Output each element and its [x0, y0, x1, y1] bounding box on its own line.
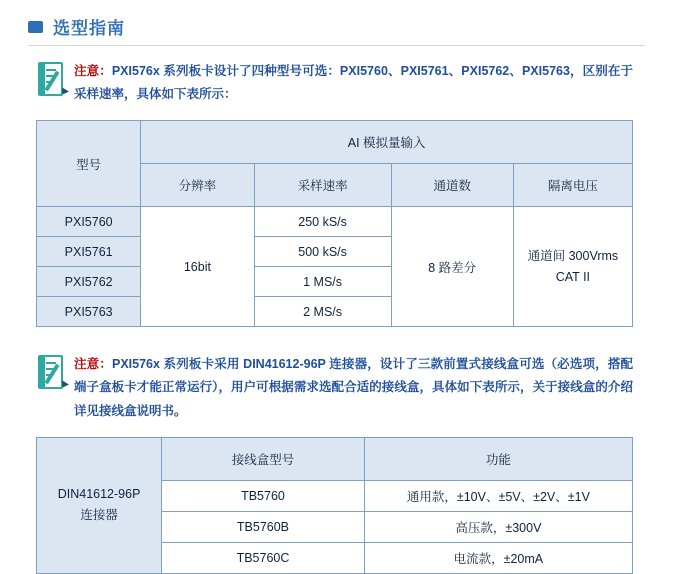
- note-2-lead: 注意：: [74, 357, 112, 372]
- cell-function: 高压款，±300V: [364, 511, 632, 542]
- cell-connector: [37, 437, 162, 573]
- col-header-channels: 通道数: [391, 164, 513, 207]
- cell-sample-rate: 1 MS/s: [254, 267, 391, 297]
- table-row: [37, 207, 633, 237]
- cell-connector-line2: 连接器: [80, 508, 118, 523]
- cell-sample-rate: 2 MS/s: [254, 297, 391, 327]
- table-2-wrapper: [36, 437, 633, 574]
- cell-function: 电流款，±20mA: [364, 542, 632, 573]
- section-bullet-icon: [28, 21, 43, 33]
- section-heading: [0, 0, 673, 39]
- col-header-box-model: 接线盒型号: [162, 437, 365, 480]
- col-header-group-ai: AI 模拟量输入: [141, 121, 633, 164]
- heading-divider: [28, 45, 645, 46]
- cell-sample-rate: 250 kS/s: [254, 207, 391, 237]
- note-block-1: [36, 60, 633, 106]
- note-1-lead: 注意：: [74, 64, 112, 78]
- cell-model: PXI5761: [37, 237, 141, 267]
- note-2-text: [74, 353, 633, 422]
- note-1-text: [74, 60, 633, 106]
- cell-connector-line1: DIN41612-96P: [57, 486, 141, 501]
- table-1-wrapper: [36, 120, 633, 327]
- table-row: [37, 437, 633, 480]
- notepad-pencil-icon: [36, 355, 66, 389]
- col-header-resolution: 分辨率: [141, 164, 254, 207]
- cell-function: 通用款，±10V、±5V、±2V、±1V: [364, 480, 632, 511]
- table-row: [37, 121, 633, 164]
- cell-model: PXI5760: [37, 207, 141, 237]
- cell-isolation-line2: CAT II: [555, 269, 591, 284]
- cell-isolation: [513, 207, 632, 327]
- col-header-function: 功能: [364, 437, 632, 480]
- notepad-pencil-icon: [36, 62, 66, 96]
- col-header-model: 型号: [37, 121, 141, 207]
- col-header-sample-rate: 采样速率: [254, 164, 391, 207]
- cell-channels: 8 路差分: [391, 207, 513, 327]
- col-header-isolation: 隔离电压: [513, 164, 632, 207]
- cell-model: PXI5763: [37, 297, 141, 327]
- page-title: 选型指南: [53, 19, 125, 38]
- cell-model: PXI5762: [37, 267, 141, 297]
- note-1-body: PXI576x 系列板卡设计了四种型号可选：PXI5760、PXI5761、PXI5762、PXI5763，区别在于采样速率，具体如下表所示：: [74, 64, 633, 102]
- note-2-body: PXI576x 系列板卡采用 DIN41612-96P 连接器，设计了三款前置式接线盒可选（必选项，搭配端子盒板卡才能正常运行），用户可根据需求选配合适的接线盒，具体如下表所示，关于接线盒的介绍详见接线盒说明书。: [74, 357, 633, 418]
- model-spec-table: [36, 120, 633, 327]
- terminal-box-table: [36, 437, 633, 574]
- cell-box-model: TB5760B: [162, 511, 365, 542]
- cell-resolution: 16bit: [141, 207, 254, 327]
- cell-sample-rate: 500 kS/s: [254, 237, 391, 267]
- cell-box-model: TB5760: [162, 480, 365, 511]
- note-block-2: [36, 353, 633, 422]
- cell-isolation-line1: 通道间 300Vrms: [527, 248, 619, 263]
- cell-box-model: TB5760C: [162, 542, 365, 573]
